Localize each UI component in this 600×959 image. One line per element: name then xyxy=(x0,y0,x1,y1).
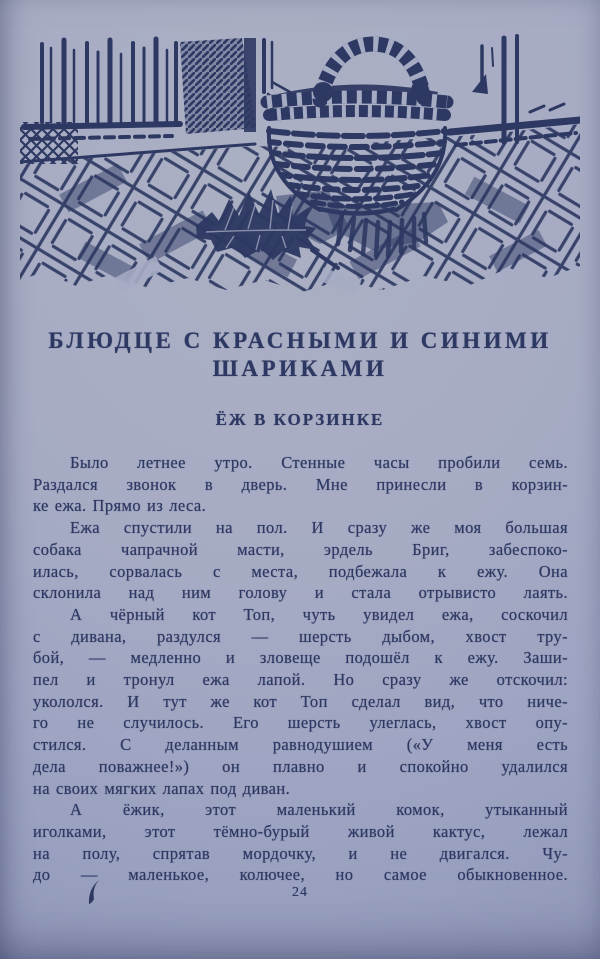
page-number: 24 xyxy=(292,885,308,900)
illustration xyxy=(20,30,580,315)
basket-illustration xyxy=(20,30,580,315)
text-line: Раздался звонок в дверь. Мне принесли в корзин- xyxy=(33,474,568,494)
text-line: до — маленькое, колючее, но самое обыкновенное. xyxy=(33,865,568,885)
text-line: ке ежа. Прямо из леса. xyxy=(33,496,207,516)
text-line: на своих мягких лапах под диван. xyxy=(33,778,291,798)
text-line: бой, — медленно и зловеще подошёл к ежу. Заши- xyxy=(33,648,568,668)
text-line: Ежа спустили на пол. И сразу же моя большая xyxy=(70,518,568,538)
text-line: пел и тронул ежа лапой. Но сразу же отскочил: xyxy=(33,670,568,690)
dark-doorway xyxy=(180,38,256,134)
text-line: дела поважнее!») он плавно и спокойно удалился xyxy=(33,756,568,776)
text-line: илась, сорвалась с места, подбежала к ежу. Она xyxy=(33,561,568,581)
baseboard-crosshatch xyxy=(20,122,78,164)
text-line: стился. С деланным равнодушием («У меня есть xyxy=(33,735,568,755)
body-text xyxy=(33,452,568,886)
text-line: на полу, спрятав мордочку, и не двигался. Чу- xyxy=(33,843,568,863)
section-title: ЁЖ В КОРЗИНКЕ xyxy=(215,410,385,429)
text-line: А ёжик, этот маленький комок, утыканный xyxy=(70,800,568,820)
text-line: с дивана, раздулся — шерсть дыбом, хвост тру- xyxy=(33,626,568,646)
text-line: Было летнее утро. Стенные часы пробили семь. xyxy=(70,453,568,472)
chapter-title-line1: БЛЮДЦЕ С КРАСНЫМИ И СИНИМИ xyxy=(48,328,552,353)
text-line: собака чапрачной масти, эрдель Бриг, забеспоко- xyxy=(33,539,568,559)
text-line: иголками, этот тёмно-бурый живой кактус, лежал xyxy=(33,821,568,841)
text-line: А чёрный кот Топ, чуть увидел ежа, соскочил xyxy=(70,604,568,624)
chapter-title-line2: ШАРИКАМИ xyxy=(212,356,388,381)
chapter-title xyxy=(0,327,600,383)
text-line: склонила над ним голову и стала отрывисто лаять. xyxy=(33,583,568,603)
door-hinge xyxy=(472,74,488,94)
text-line: укололся. И тут же кот Топ сделал вид, что ниче- xyxy=(33,691,568,711)
text-line: го не случилось. Его шерсть улеглась, хвост опу- xyxy=(33,713,568,733)
